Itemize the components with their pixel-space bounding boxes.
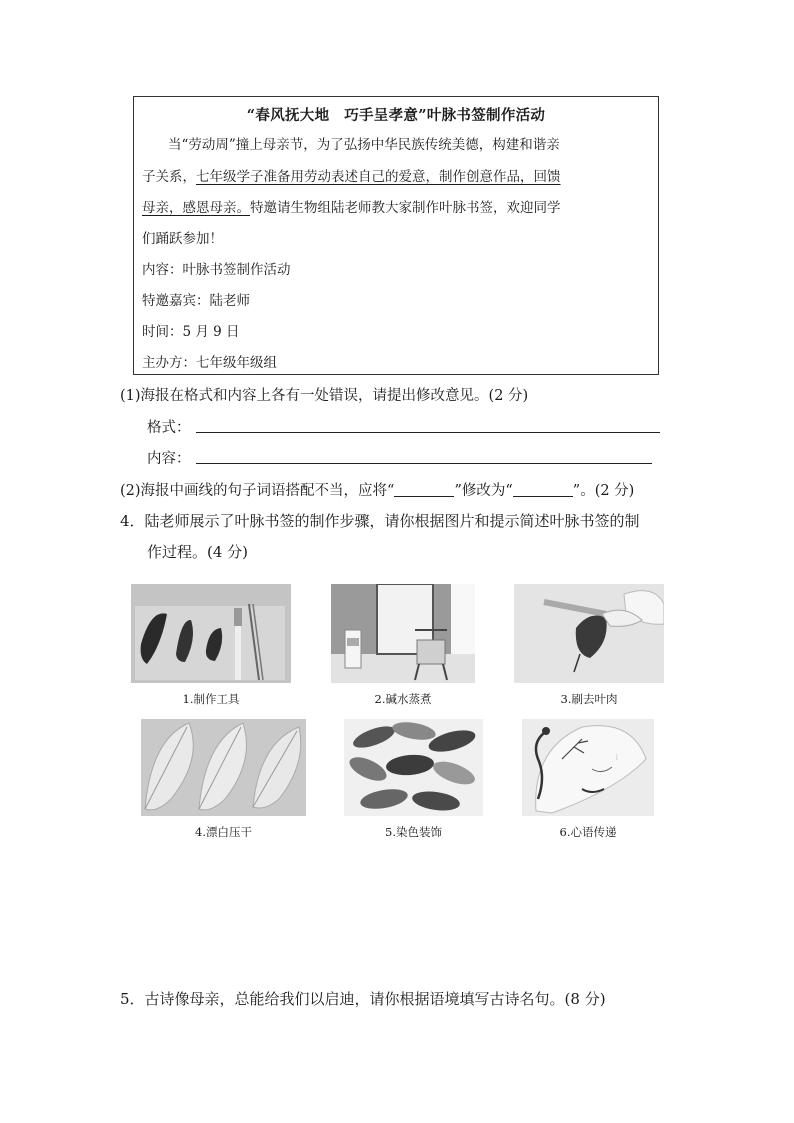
blank-original-word[interactable] xyxy=(394,482,454,497)
content-answer-line[interactable] xyxy=(196,463,652,464)
poster-title: “春风抚大地 巧手呈孝意”叶脉书签制作活动 xyxy=(246,107,546,124)
question-2 xyxy=(120,479,634,500)
underlined-sentence-part-2: 母亲，感恩母亲。 xyxy=(142,200,250,216)
format-answer-line[interactable] xyxy=(196,432,660,433)
poster-text-plain: 特邀请生物组陆老师教大家制作叶脉书签，欢迎同学 xyxy=(250,200,561,216)
format-label: 格式： xyxy=(147,420,191,436)
photo-caption-2: 2.碱水蒸煮 xyxy=(374,692,432,706)
activity-poster xyxy=(133,96,659,375)
poster-time-line: 时间：5 月 9 日 xyxy=(142,324,240,340)
photo-caption-4: 4.漂白压干 xyxy=(195,825,252,839)
photo-caption-5: 5.染色装饰 xyxy=(385,825,442,839)
question-2-text-b: ”修改为“ xyxy=(454,483,513,499)
bleached-leaves-photo xyxy=(141,719,306,816)
poster-paragraph-line-2 xyxy=(142,165,561,185)
photo-caption-1: 1.制作工具 xyxy=(182,692,240,706)
photo-caption-6: 6.心语传递 xyxy=(559,825,617,839)
question-2-text-c: ”。(2 分) xyxy=(572,483,635,499)
question-5: 5．古诗像母亲，总能给我们以启迪，请你根据语境填写古诗名句。(8 分) xyxy=(120,990,606,1008)
tools-photo xyxy=(131,584,291,683)
poster-host-line: 主办方：七年级年级组 xyxy=(142,355,277,371)
bookmark-photo xyxy=(522,719,654,816)
dyed-leaves-photo xyxy=(344,719,483,816)
question-2-text-a: (2)海报中画线的句子词语搭配不当，应将“ xyxy=(120,483,395,499)
poster-paragraph-line-1: 当“劳动周”撞上母亲节，为了弘扬中华民族传统美德，构建和谐亲 xyxy=(168,137,560,153)
poster-paragraph-line-4: 们踊跃参加！ xyxy=(142,231,223,247)
boiling-photo xyxy=(331,584,475,683)
question-4-line-1: 4．陆老师展示了叶脉书签的制作步骤，请你根据图片和提示简述叶脉书签的制 xyxy=(120,512,640,530)
blank-revised-word[interactable] xyxy=(513,482,573,497)
underlined-sentence-part-1: 七年级学子准备用劳动表述自己的爱意，制作创意作品，回馈 xyxy=(196,169,561,185)
content-label: 内容： xyxy=(147,451,191,467)
poster-content-line: 内容：叶脉书签制作活动 xyxy=(142,262,291,278)
svg-text:⋮: ⋮ xyxy=(614,754,620,761)
poster-guest-line: 特邀嘉宾：陆老师 xyxy=(142,293,250,309)
question-1: (1)海报在格式和内容上各有一处错误，请提出修改意见。(2 分) xyxy=(120,388,529,404)
brushing-photo xyxy=(514,584,664,683)
poster-text-plain: 子关系， xyxy=(142,169,196,185)
poster-paragraph-line-3 xyxy=(142,196,561,216)
question-4-line-2: 作过程。(4 分) xyxy=(147,543,249,561)
photo-caption-3: 3.刷去叶肉 xyxy=(560,692,618,706)
